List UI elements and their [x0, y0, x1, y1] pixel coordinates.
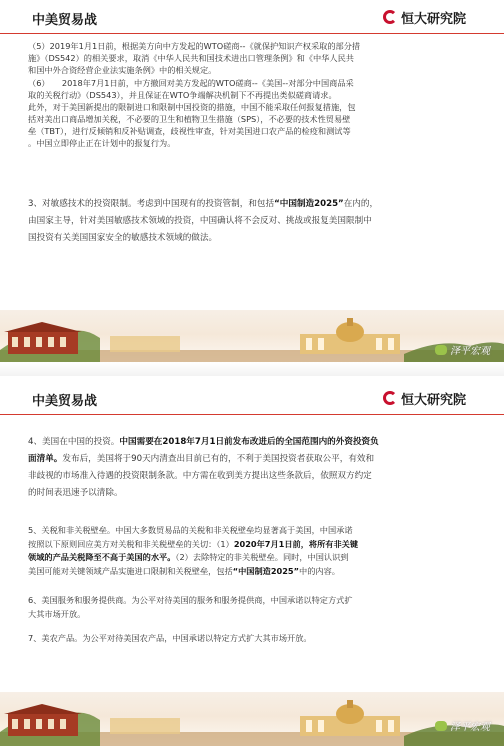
- paragraph-3: [28, 196, 480, 247]
- text-line: 取的关税行动》（DS543），并且保证在WTO争端解决机制下不再提出类似磋商请求。: [28, 90, 337, 100]
- logo-icon: [383, 391, 397, 405]
- watermark: [435, 718, 490, 733]
- wechat-icon: [435, 721, 447, 731]
- text-line: 的时间表迅速予以清除。: [28, 488, 123, 498]
- text-line: 6、美国服务和服务提供商。为公平对待美国的服务和服务提供商，中国承诺以特定方式扩: [28, 595, 353, 605]
- text-span: 发布后，美国将于90天内清查出目前已有的，不利于美国投资者获取公平，有效和: [62, 454, 375, 464]
- paragraph-6: [28, 594, 480, 621]
- campus-banner: [0, 692, 504, 746]
- watermark-text: 泽平宏观: [450, 722, 490, 733]
- slide-separator: [0, 362, 504, 376]
- bold-text: 中国需要在2018年7月1日前发布改进后的全国范围内的外资投资负: [119, 437, 379, 447]
- paragraph-7: [28, 632, 480, 644]
- text-line: 非歧视的市场准入待遇的投资限制条款。中方需在收到美方提出这些条款后，依照双方约定: [28, 471, 372, 481]
- text-span: （2）去除特定的非关税壁垒。同时，中国认识到: [175, 552, 349, 562]
- text-line: [28, 434, 480, 451]
- text-line: 7、美农产品。为公平对待美国农产品，中国承诺以特定方式扩大其市场开放。: [28, 633, 312, 643]
- text-span: 4、美国在中国的投资。: [28, 437, 120, 447]
- text-line: 施》（DS542）的相关要求，取消《中华人民共和国技术进出口管理条例》和《中华人民共: [28, 53, 354, 63]
- text-line: 括对美出口商品增加关税，不必要的卫生和植物卫生措施（SPS），不必要的技术性贸易壁: [28, 114, 351, 124]
- paragraph-5: [28, 524, 480, 578]
- text-line: 国投资有关美国国家安全的敏感技术领域的做法。: [28, 233, 218, 243]
- paragraph-5: [28, 40, 480, 76]
- header-title: 中美贸易战: [32, 13, 98, 28]
- slide-2: [0, 376, 504, 752]
- brand-logo: [383, 6, 466, 28]
- text-line: [28, 451, 480, 468]
- brand-logo: [383, 387, 466, 409]
- text-span: 中的内容。: [299, 565, 340, 576]
- paragraph-6: [28, 77, 480, 149]
- text-line: [28, 196, 480, 213]
- header-rule: [0, 414, 504, 415]
- text-span: 在内的，: [343, 199, 379, 209]
- text-line: 此外，对于美国新提出的限制进口和限制中国投资的措施，中国不能采取任何报复措施，包: [28, 102, 356, 112]
- text-line: [28, 538, 480, 552]
- paragraph-4: [28, 434, 480, 502]
- logo-icon: [383, 10, 397, 24]
- text-line: 垒（TBT），进行反倾销和反补贴调查，歧视性审查，针对美国进口农产品的检疫和测试等: [28, 126, 351, 136]
- bold-text: 面清单。: [28, 454, 63, 464]
- bold-text: 领域的产品关税降至不高于美国的水平。: [28, 552, 176, 562]
- slide-header: [0, 376, 504, 410]
- watermark: [435, 342, 490, 357]
- text-line: 由国家主导，针对美国敏感技术领域的投资，中国确认将不会反对、挑战或报复美国限制中: [28, 216, 372, 226]
- wechat-icon: [435, 345, 447, 355]
- logo-text: 恒大研究院: [400, 11, 466, 27]
- logo-text: 恒大研究院: [400, 392, 466, 408]
- text-span: 按照以下原则回应美方对关税和非关税壁垒的关切：（1）: [28, 538, 234, 549]
- text-line: [28, 565, 480, 579]
- text-line: （6） 2018年7月1日前，中方撤回对美方发起的WTO磋商--《美国--对部分中国商品采: [28, 78, 354, 88]
- header-rule: [0, 33, 504, 34]
- text-line: 。中国立即停止正在计划中的报复行为。: [28, 138, 176, 148]
- watermark-text: 泽平宏观: [450, 346, 490, 357]
- text-line: 和国中外合资经营企业法实施条例》中的相关规定。: [28, 65, 217, 75]
- text-line: 5、关税和非关税壁垒。中国大多数贸易品的关税和非关税壁垒均显著高于美国，中国承诺: [28, 525, 353, 535]
- text-line: （5）2019年1月1日前，根据美方向中方发起的WTO磋商--《就保护知识产权采取的部分措: [28, 41, 361, 51]
- campus-banner: [0, 310, 504, 364]
- bold-text: “中国制造2025”: [232, 565, 300, 576]
- slide-header: [0, 0, 504, 34]
- header-title: 中美贸易战: [32, 394, 98, 409]
- text-span: 美国可能对关键领域产品实施进口限制和关税壁垒，包括: [28, 565, 233, 576]
- text-line: 大其市场开放。: [28, 608, 86, 619]
- bold-text: 2020年7月1日前，将所有非关键: [233, 538, 359, 549]
- text-line: [28, 551, 480, 565]
- text-span: 3、对敏感技术的投资限制。考虑到中国现有的投资管制，和包括: [28, 199, 275, 209]
- bold-text: “中国制造2025”: [274, 199, 344, 209]
